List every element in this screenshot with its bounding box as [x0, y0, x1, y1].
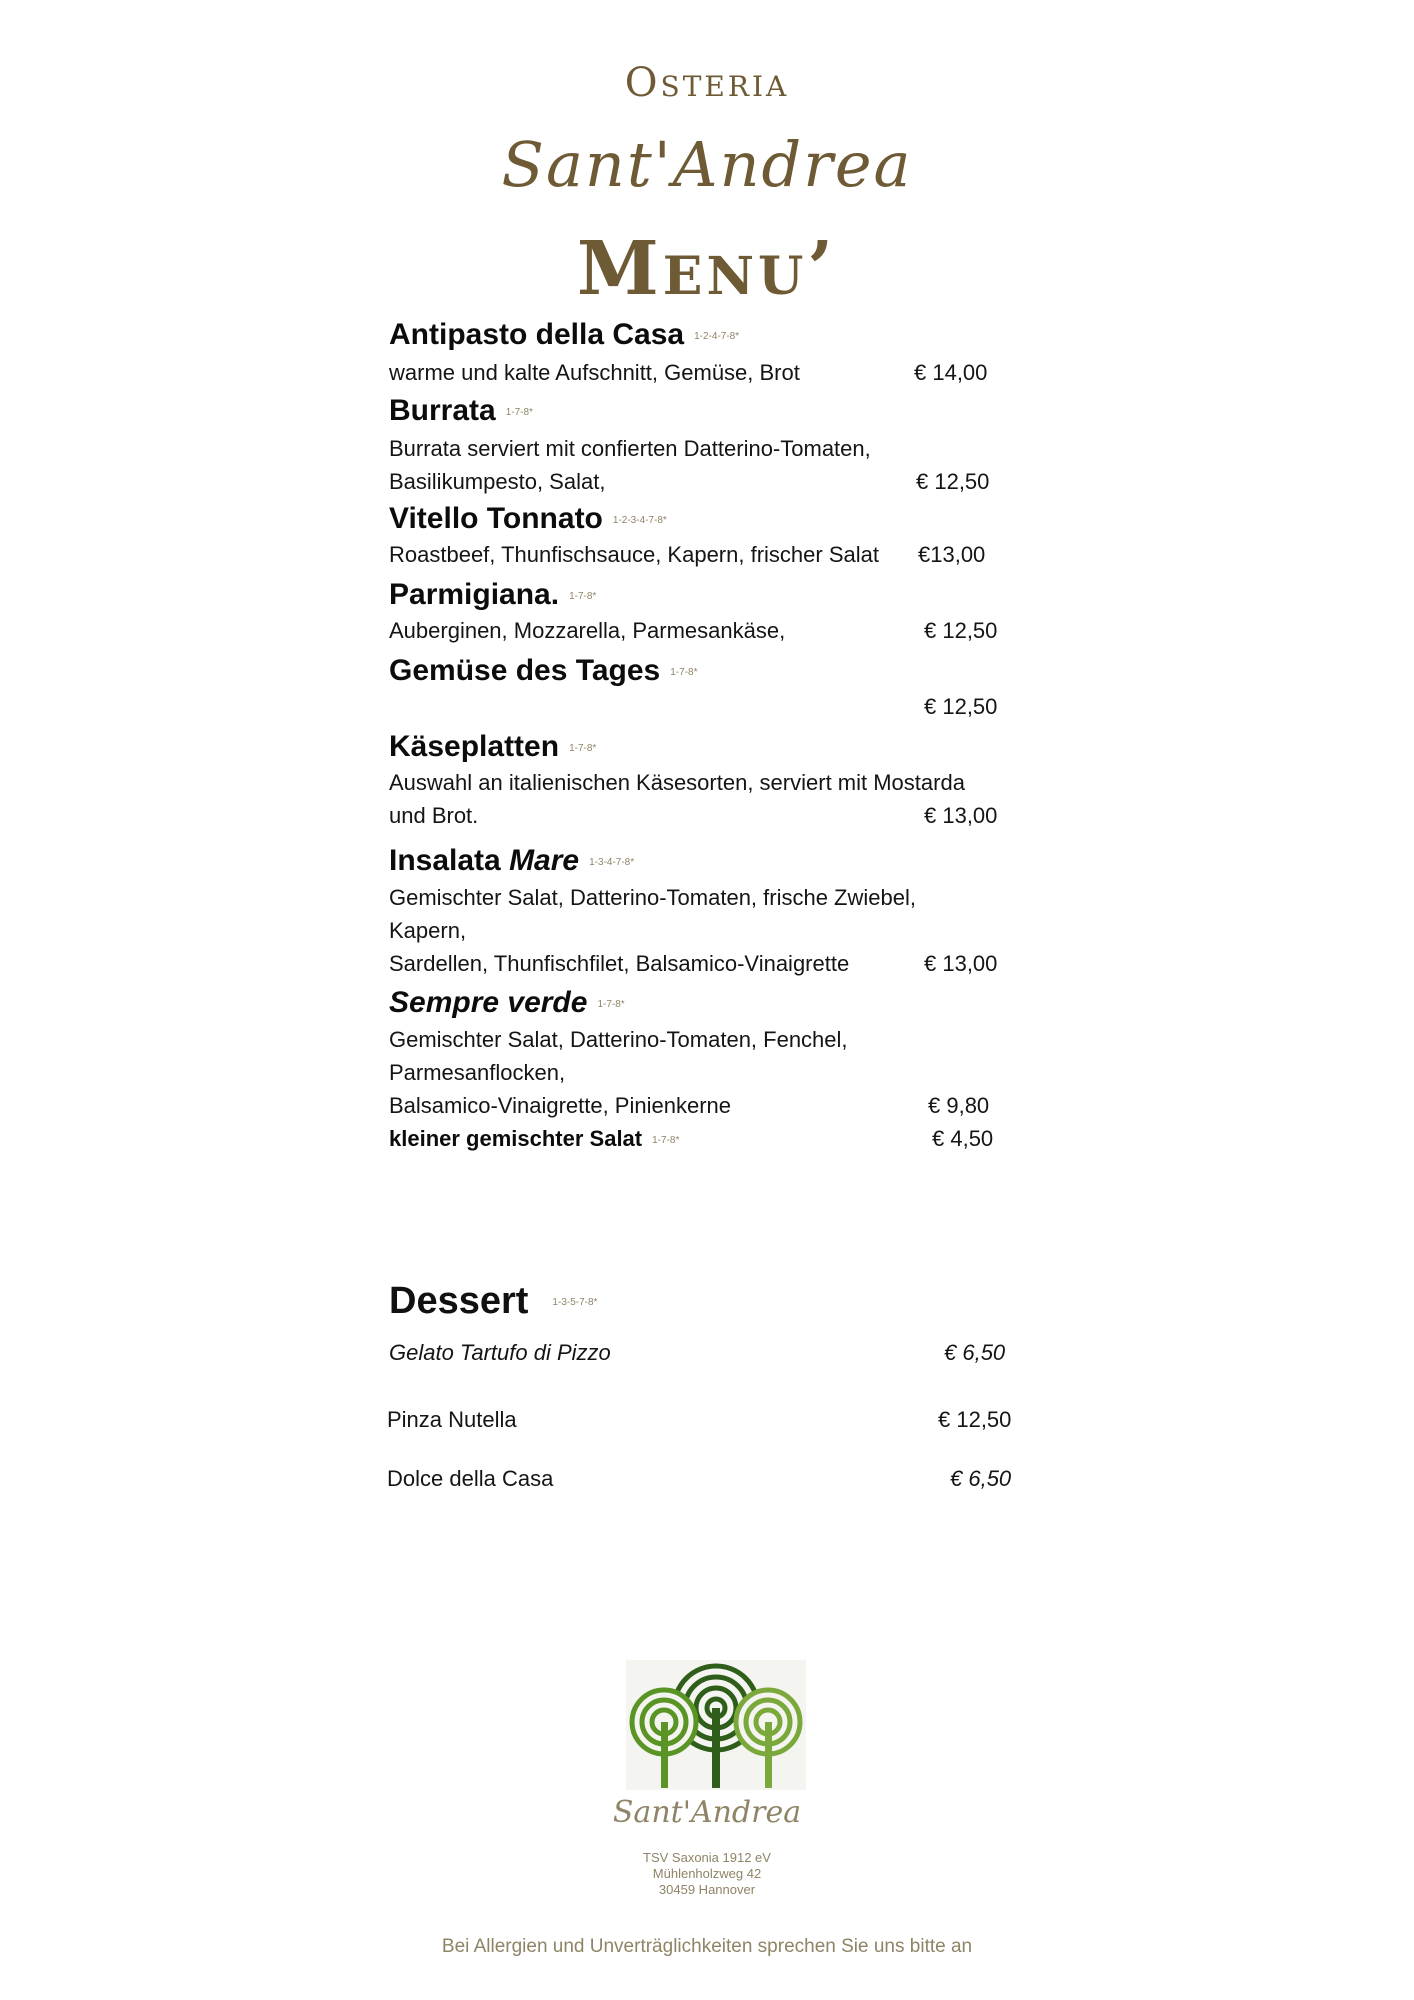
osteria-heading: Osteria	[624, 60, 790, 106]
allergen-codes: 1-3-4-7-8*	[589, 856, 635, 868]
dish-description: Auberginen, Mozzarella, Parmesankäse,	[389, 618, 786, 643]
dish-price: €13,00	[918, 542, 986, 567]
dish-price: € 9,80	[928, 1093, 990, 1118]
dish-name: Sempre verde 1-7-8*	[389, 986, 625, 1019]
dessert-name: Gelato Tartufo di Pizzo	[389, 1340, 611, 1365]
dish-name: kleiner gemischter Salat 1-7-8*	[389, 1126, 680, 1151]
dish-price: € 14,00	[914, 360, 988, 385]
allergen-codes: 1-7-8*	[597, 998, 625, 1010]
dessert-price: € 6,50	[950, 1466, 1012, 1491]
dish-description: und Brot.	[389, 803, 479, 828]
dish-name: Parmigiana. 1-7-8*	[389, 578, 597, 611]
dish-name: Burrata 1-7-8*	[389, 394, 533, 427]
dish-name: Vitello Tonnato 1-2-3-4-7-8*	[389, 502, 667, 535]
address-line: TSV Saxonia 1912 eV	[643, 1850, 771, 1865]
allergen-codes: 1-3-5-7-8*	[552, 1297, 598, 1309]
menu-title: Menu’	[576, 226, 838, 312]
dish-description: Kapern,	[389, 918, 467, 943]
dish-price: € 12,50	[924, 694, 998, 719]
dish-price: € 13,00	[924, 803, 998, 828]
dish-description: Parmesanflocken,	[389, 1060, 566, 1085]
dessert-price: € 12,50	[938, 1407, 1012, 1432]
allergy-note: Bei Allergien und Unverträglichkeiten sprechen Sie uns bitte an	[441, 1936, 973, 1957]
dish-price: € 12,50	[916, 469, 990, 494]
dish-name: Insalata Mare 1-3-4-7-8*	[389, 844, 635, 877]
allergen-codes: 1-7-8*	[569, 590, 597, 602]
dish-name: Käseplatten 1-7-8*	[389, 730, 597, 763]
allergen-codes: 1-7-8*	[670, 666, 698, 678]
dish-description: Balsamico-Vinaigrette, Pinienkerne	[389, 1093, 731, 1118]
dish-price: € 13,00	[924, 951, 998, 976]
allergen-codes: 1-7-8*	[652, 1134, 680, 1146]
dish-description: Burrata serviert mit confierten Datterino-Tomaten,	[389, 436, 871, 461]
address-line: 30459 Hannover	[658, 1882, 756, 1897]
address-line: Mühlenholzweg 42	[652, 1866, 762, 1881]
dish-name: Gemüse des Tages 1-7-8*	[389, 654, 698, 687]
dish-price: € 12,50	[924, 618, 998, 643]
allergen-codes: 1-7-8*	[569, 742, 597, 754]
dish-description: warme und kalte Aufschnitt, Gemüse, Brot	[389, 360, 800, 385]
dish-name: Antipasto della Casa 1-2-4-7-8*	[389, 318, 740, 351]
dessert-price: € 6,50	[944, 1340, 1006, 1365]
dessert-name: Pinza Nutella	[387, 1407, 517, 1432]
logo-script-name: Sant'Andrea	[612, 1795, 802, 1830]
allergen-codes: 1-2-3-4-7-8*	[612, 514, 667, 526]
restaurant-script-name: Sant'Andrea	[501, 128, 913, 201]
dish-price: € 4,50	[932, 1126, 994, 1151]
allergen-codes: 1-2-4-7-8*	[694, 330, 740, 342]
dish-description: Gemischter Salat, Datterino-Tomaten, frische Zwiebel,	[389, 885, 916, 910]
dish-description: Basilikumpesto, Salat,	[389, 469, 606, 494]
dessert-heading: Dessert 1-3-5-7-8*	[389, 1280, 598, 1322]
tree-logo-icon	[626, 1660, 806, 1790]
dish-description: Auswahl an italienischen Käsesorten, serviert mit Mostarda	[389, 770, 965, 795]
dish-description: Roastbeef, Thunfischsauce, Kapern, frischer Salat	[389, 542, 879, 567]
dish-description: Sardellen, Thunfischfilet, Balsamico-Vinaigrette	[389, 951, 850, 976]
allergen-codes: 1-7-8*	[505, 406, 533, 418]
dessert-name: Dolce della Casa	[387, 1466, 554, 1491]
dish-description: Gemischter Salat, Datterino-Tomaten, Fenchel,	[389, 1027, 848, 1052]
